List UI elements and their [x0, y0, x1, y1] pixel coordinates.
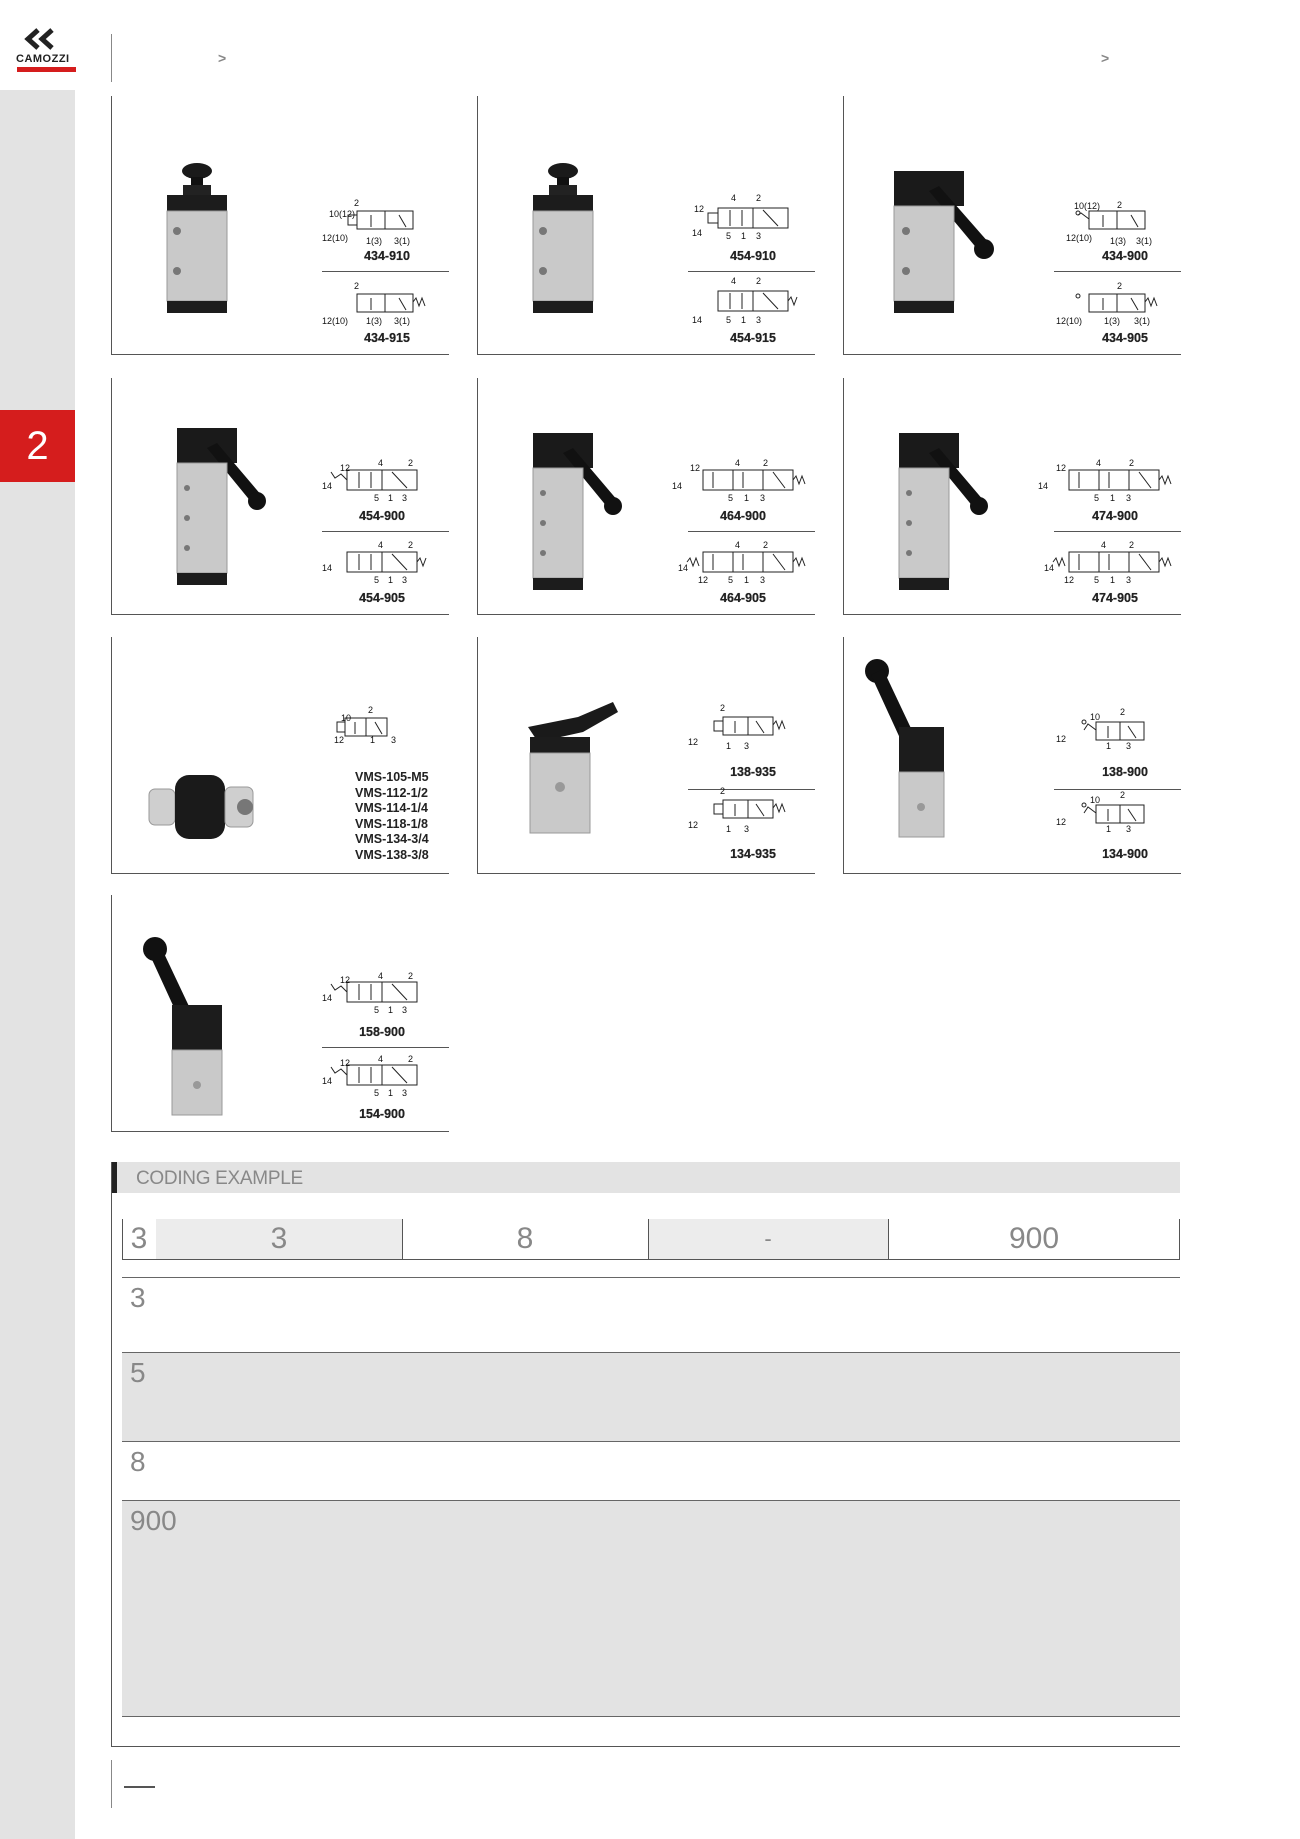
port-label: 14 [322, 563, 333, 573]
port-label: 5 [374, 493, 380, 503]
divider [402, 1219, 403, 1259]
product-code: 464-905 [720, 591, 766, 605]
port-label: 1(3) [366, 316, 383, 326]
code-segment: 3 [130, 1222, 148, 1255]
frame-line [111, 1162, 112, 1747]
product-code: VMS-105-M5 [355, 770, 429, 784]
code-description-row [122, 1353, 1180, 1442]
product-code: 474-905 [1092, 591, 1138, 605]
port-label: 2 [354, 281, 360, 291]
chapter-tab[interactable]: 2 [0, 410, 75, 482]
port-label: 2 [763, 540, 769, 550]
footer-divider [111, 1760, 112, 1808]
port-label: 1 [388, 1088, 394, 1098]
port-label: 1(3) [366, 236, 383, 246]
port-label: 4 [378, 971, 384, 981]
port-label: 2 [368, 705, 374, 715]
port-label: 12 [334, 735, 345, 745]
divider [688, 271, 815, 272]
port-label: 3 [756, 231, 762, 241]
product-code: VMS-114-1/4 [355, 801, 428, 815]
port-label: 5 [726, 315, 732, 325]
port-label: 3 [744, 741, 750, 751]
product-code: 138-900 [1102, 765, 1148, 779]
port-label: 4 [378, 540, 384, 550]
port-label: 2 [756, 193, 762, 203]
port-label: 12(10) [1066, 233, 1093, 243]
port-label: 1(3) [1110, 236, 1127, 246]
product-code: 434-905 [1102, 331, 1148, 345]
port-label: 1 [370, 735, 376, 745]
code-segment: 8 [516, 1222, 534, 1255]
port-label: 12 [1056, 734, 1067, 744]
port-label: 1 [741, 315, 747, 325]
port-label: 12 [694, 204, 705, 214]
header-divider [111, 34, 112, 82]
code-segment: 3 [156, 1219, 402, 1259]
port-label: 5 [728, 575, 734, 585]
port-label: 2 [1120, 790, 1126, 800]
hand-lever-valve-image [137, 935, 257, 1125]
breadcrumb-separator: > [1101, 50, 1110, 66]
port-label: 14 [692, 228, 703, 238]
port-label: 14 [322, 481, 333, 491]
port-label: 3(1) [1136, 236, 1153, 246]
product-code: 454-910 [730, 249, 776, 263]
port-label: 3(1) [394, 316, 411, 326]
code-segment: 900 [1008, 1222, 1060, 1255]
lever-valve-image [167, 428, 287, 598]
port-label: 12 [688, 820, 699, 830]
valve-symbol-icon [688, 707, 798, 747]
port-label: 12 [1056, 463, 1067, 473]
product-code: 434-910 [364, 249, 410, 263]
port-label: 12 [340, 463, 351, 473]
roller-lever-valve-image [518, 697, 638, 847]
code-description-row [122, 1501, 1180, 1717]
port-label: 3 [1126, 824, 1132, 834]
port-label: 4 [1101, 540, 1107, 550]
brand-name: CAMOZZI [16, 53, 70, 65]
port-label: 1 [1110, 493, 1116, 503]
divider [648, 1219, 649, 1259]
divider [688, 531, 815, 532]
port-label: 2 [354, 198, 360, 208]
port-label: 14 [1044, 563, 1055, 573]
product-code: 454-915 [730, 331, 776, 345]
brand-bar [17, 67, 76, 72]
product-code: VMS-134-3/4 [355, 832, 429, 846]
port-label: 10(12) [329, 209, 356, 219]
port-label: 1 [726, 741, 732, 751]
row-code: 900 [130, 1505, 177, 1536]
port-label: 3(1) [1134, 316, 1151, 326]
port-label: 3 [1126, 575, 1132, 585]
port-label: 4 [731, 276, 737, 286]
manual-valve-image [147, 767, 267, 847]
port-label: 4 [731, 193, 737, 203]
row-code: 5 [130, 1357, 146, 1388]
port-label: 1 [744, 575, 750, 585]
port-label: 12 [1056, 817, 1067, 827]
product-code: 138-935 [730, 765, 776, 779]
port-label: 2 [756, 276, 762, 286]
port-label: 2 [1117, 200, 1123, 210]
lever-valve-image [884, 171, 1004, 321]
product-code: VMS-118-1/8 [355, 816, 428, 831]
divider [322, 1047, 449, 1048]
port-label: 1 [1106, 824, 1112, 834]
port-label: 5 [728, 493, 734, 503]
port-label: 2 [720, 703, 726, 713]
code-segment: - [648, 1219, 888, 1259]
lever-valve-image [889, 433, 1009, 603]
port-label: 14 [692, 315, 703, 325]
port-label: 3 [402, 1005, 408, 1015]
product-code: 454-900 [359, 509, 405, 523]
port-label: 1 [741, 231, 747, 241]
hand-lever-valve-image [859, 657, 979, 847]
push-button-valve-image [147, 161, 247, 321]
camozzi-logo-icon [24, 28, 58, 50]
port-label: 14 [1038, 481, 1049, 491]
port-label: 3 [1126, 493, 1132, 503]
port-label: 1 [388, 1005, 394, 1015]
port-label: 14 [678, 563, 689, 573]
code-row [122, 1219, 1180, 1260]
port-label: 4 [378, 458, 384, 468]
push-button-valve-image [513, 161, 613, 321]
port-label: 2 [1120, 707, 1126, 717]
port-label: 2 [1129, 458, 1135, 468]
port-label: 2 [408, 1054, 414, 1064]
valve-symbol-icon [688, 790, 798, 830]
frame-line [111, 1746, 1180, 1747]
port-label: 10 [1090, 795, 1101, 805]
product-panel [111, 637, 449, 874]
port-label: 10 [1090, 712, 1101, 722]
product-panel [477, 378, 815, 615]
port-label: 3 [391, 735, 397, 745]
left-band [0, 0, 75, 1839]
product-code: 454-905 [359, 591, 405, 605]
port-label: 2 [408, 540, 414, 550]
port-label: 2 [1117, 281, 1123, 291]
port-label: 12 [688, 737, 699, 747]
port-label: 12 [1064, 575, 1075, 585]
product-panel [111, 378, 449, 615]
port-label: 5 [374, 1005, 380, 1015]
product-code: 474-900 [1092, 509, 1138, 523]
port-label: 2 [763, 458, 769, 468]
breadcrumb-separator: > [218, 50, 227, 66]
valve-symbol-icon [673, 540, 813, 584]
port-label: 1 [726, 824, 732, 834]
port-label: 12 [340, 1058, 351, 1068]
port-label: 2 [408, 458, 414, 468]
port-label: 3(1) [394, 236, 411, 246]
port-label: 4 [735, 458, 741, 468]
port-label: 3 [760, 493, 766, 503]
port-label: 12 [340, 975, 351, 985]
port-label: 14 [672, 481, 683, 491]
port-label: 5 [1094, 575, 1100, 585]
port-label: 14 [322, 1076, 333, 1086]
port-label: 12(10) [1056, 316, 1083, 326]
product-code: 434-915 [364, 331, 410, 345]
product-code: 154-900 [359, 1107, 405, 1121]
product-panel [111, 96, 449, 355]
port-label: 14 [322, 993, 333, 1003]
port-label: 1 [1106, 741, 1112, 751]
port-label: 1(3) [1104, 316, 1121, 326]
divider [1054, 789, 1181, 790]
port-label: 10(12) [1074, 201, 1101, 211]
product-panel [843, 96, 1181, 355]
section-title: CODING EXAMPLE [136, 1168, 303, 1189]
product-code: 134-935 [730, 847, 776, 861]
divider [1179, 1219, 1180, 1259]
port-label: 4 [1096, 458, 1102, 468]
port-label: 3 [402, 493, 408, 503]
code-description-row [122, 1278, 1180, 1353]
product-panel [843, 637, 1181, 874]
port-label: 4 [378, 1054, 384, 1064]
port-label: 4 [735, 540, 741, 550]
port-label: 12 [690, 463, 701, 473]
port-label: 3 [402, 575, 408, 585]
port-label: 3 [744, 824, 750, 834]
product-code: 464-900 [720, 509, 766, 523]
product-code: 158-900 [359, 1025, 405, 1039]
port-label: 3 [760, 575, 766, 585]
product-panel [477, 637, 815, 874]
port-label: 12(10) [322, 233, 349, 243]
row-code: 3 [130, 1282, 146, 1313]
port-label: 2 [1129, 540, 1135, 550]
port-label: 2 [720, 786, 726, 796]
port-label: 10 [341, 713, 352, 723]
product-panel [111, 895, 449, 1132]
port-label: 5 [374, 575, 380, 585]
divider [888, 1219, 889, 1259]
port-label: 1 [388, 575, 394, 585]
port-label: 3 [1126, 741, 1132, 751]
divider [1054, 271, 1181, 272]
port-label: 2 [408, 971, 414, 981]
port-label: 5 [1094, 493, 1100, 503]
product-code: 434-900 [1102, 249, 1148, 263]
product-code: 134-900 [1102, 847, 1148, 861]
footer-dash [124, 1786, 155, 1788]
product-panel [843, 378, 1181, 615]
port-label: 3 [402, 1088, 408, 1098]
divider [122, 1219, 123, 1259]
row-code: 8 [130, 1446, 146, 1477]
port-label: 3 [756, 315, 762, 325]
divider [322, 271, 449, 272]
port-label: 5 [726, 231, 732, 241]
port-label: 5 [374, 1088, 380, 1098]
product-code: VMS-112-1/2 [355, 785, 428, 800]
port-label: 12(10) [322, 316, 349, 326]
lever-valve-image [523, 433, 643, 603]
port-label: 1 [1110, 575, 1116, 585]
port-label: 12 [698, 575, 709, 585]
divider [1054, 531, 1181, 532]
product-panel [477, 96, 815, 355]
code-description-row [122, 1442, 1180, 1501]
divider [322, 531, 449, 532]
product-code: VMS-138-3/8 [355, 847, 429, 862]
port-label: 1 [388, 493, 394, 503]
port-label: 1 [744, 493, 750, 503]
